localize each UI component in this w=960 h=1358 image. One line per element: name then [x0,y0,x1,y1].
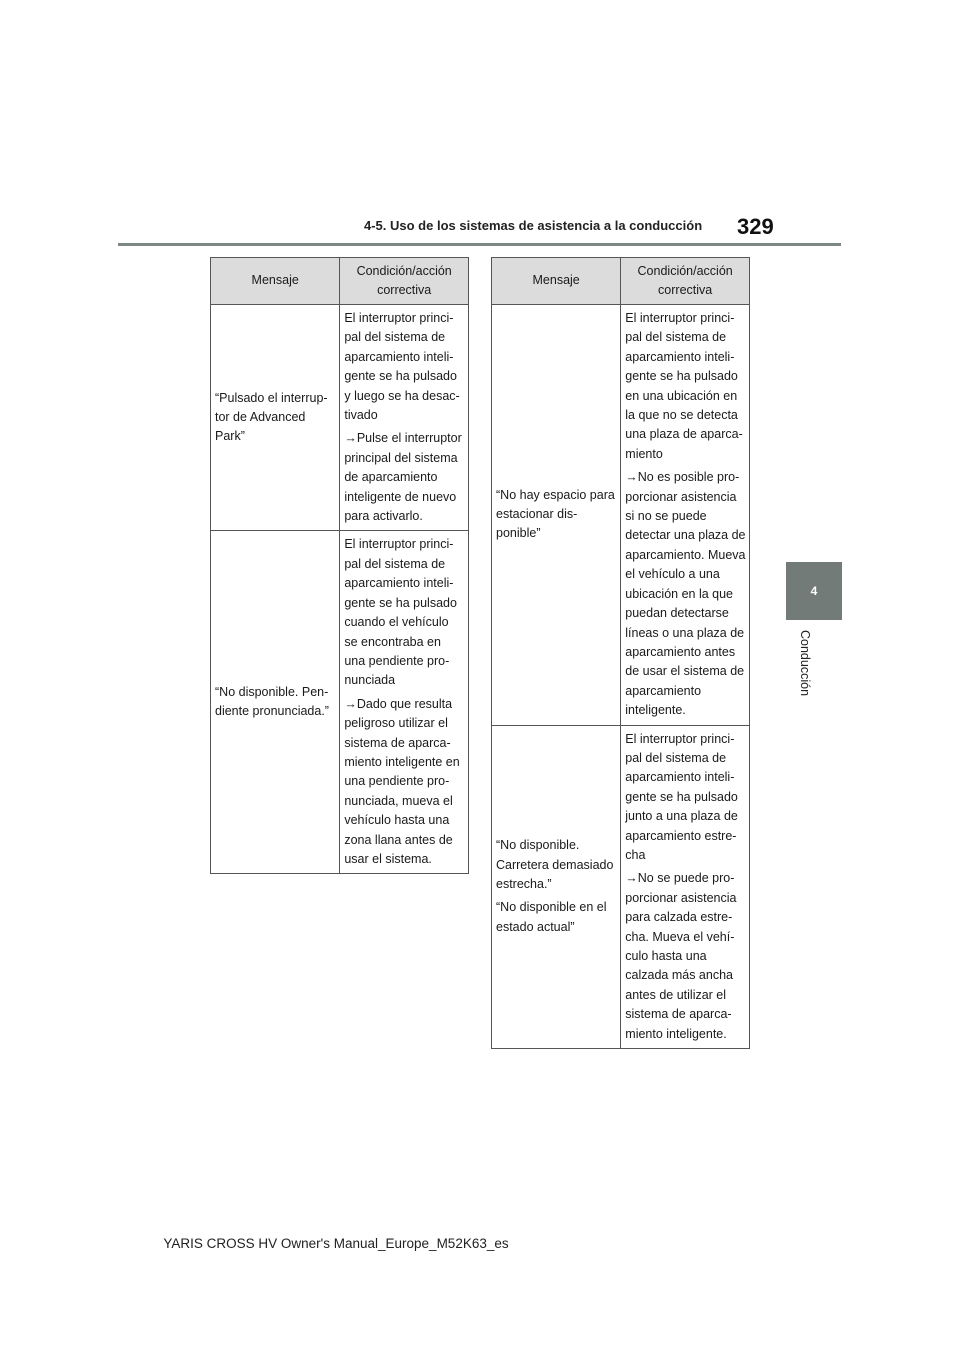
header-rule [118,243,841,246]
table-row [211,305,469,531]
message-text: “No hay espacio para estacionar disponible” [496,487,615,541]
condition-cell [340,305,469,531]
condition-text: El interruptor principal del sistema de aparcamiento inteligente se ha pulsado cuando el vehículo se encontraba en una pendiente pronunciada [344,537,457,688]
action-text: →Pulse el interruptor principal del sistema de aparcamiento inteligente de nuevo para activarlo. [344,431,462,524]
column-header-message: Mensaje [211,258,340,305]
message-cell [211,531,340,874]
condition-text: El interruptor principal del sistema de aparcamiento inteligente se ha pulsado y luego se ha desactivado [344,311,460,423]
chapter-tab [786,562,842,620]
message-table-left [210,257,469,874]
column-header-condition: Condición/acción correctiva [621,258,750,305]
message-cell [211,305,340,531]
condition-text: El interruptor principal del sistema de aparcamiento inteligente se ha pulsado en una ubicación en la que no se detecta una plaza de aparcamiento [625,311,743,461]
section-title: 4-5. Uso de los sistemas de asistencia a la conducción [364,218,703,233]
condition-cell [621,305,750,726]
column-header-message: Mensaje [492,258,621,305]
footer [0,1236,960,1251]
message-text: “No disponible. Carretera demasiado estrecha.” [496,838,614,892]
condition-cell [340,531,469,874]
page-number: 329 [737,214,774,239]
message-cell [492,305,621,726]
message-text-alt: “No disponible en el estado actual” [496,900,607,934]
chapter-label: Conducción [798,630,812,697]
message-table-right [491,257,750,1049]
action-text: →No es posible proporcionar asistencia si no se puede detectar una plaza de aparcamiento. Mueva el vehículo a una ubicación en la que puedan detectarse líneas o una plaza de aparcamiento antes de usar el sistema de aparcamiento inteligente. [625,470,746,718]
condition-text: El interruptor principal del sistema de aparcamiento inteligente se ha pulsado junto a una plaza de aparcamiento estrecha [625,731,738,862]
table-row [492,725,750,1049]
chapter-number: 4 [810,584,818,598]
message-text: “No disponible. Pendiente pronunciada.” [215,685,329,719]
message-cell [492,725,621,1049]
action-text: →No se puede proporcionar asistencia para calzada estrecha. Mueva el vehículo hasta una calzada más ancha antes de utilizar el sistema de aparcamiento inteligente. [625,871,737,1041]
column-header-condition: Condición/acción correctiva [340,258,469,305]
action-text: →Dado que resulta peligroso utilizar el sistema de aparcamiento inteligente en una pendiente pronunciada, mueva el vehículo hasta una zona llana antes de usar el sistema. [344,696,460,866]
table-header-row [211,258,469,305]
table-row [211,531,469,874]
footer-text: YARIS CROSS HV Owner's Manual_Europe_M52K63_es [163,1236,509,1251]
message-text: “Pulsado el interruptor de Advanced Park” [215,390,328,444]
table-header-row [492,258,750,305]
condition-cell [621,725,750,1049]
table-row [492,305,750,726]
